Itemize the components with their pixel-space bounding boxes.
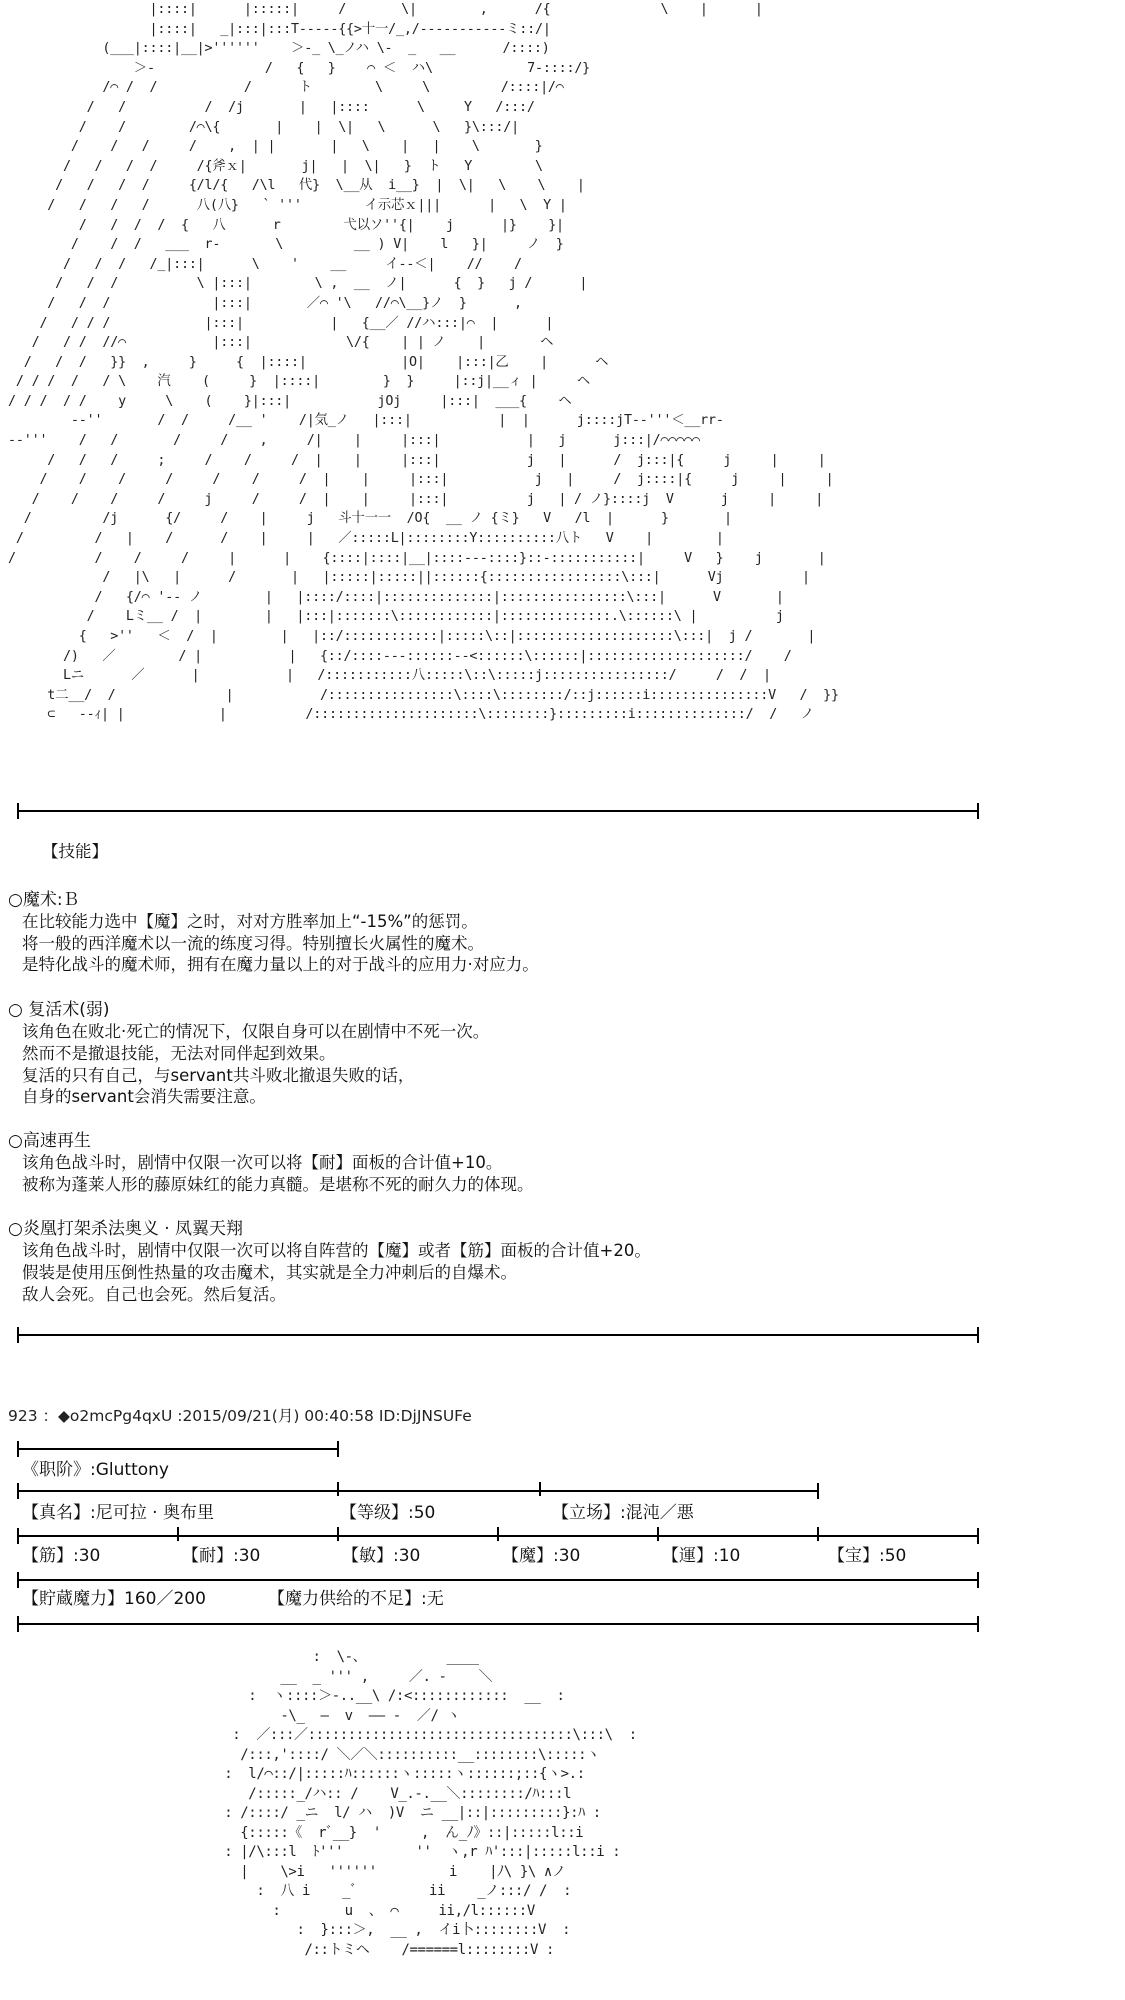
servant-alignment: 【立场】:混沌／悪 [552, 1503, 694, 1523]
skill-line: 将一般的西洋魔术以一流的练度习得。特别擅长火属性的魔术。 [22, 934, 484, 953]
post-header: 923 ：◆o2mcPg4qxU :2015/09/21(月) 00:40:58 ID:DjJNSUFe [8, 1407, 472, 1425]
skill-line: 该角色战斗时，剧情中仅限一次可以将自阵营的【魔】或者【筋】面板的合计值+20。 [22, 1241, 651, 1260]
divider-tick [337, 1482, 339, 1496]
skill-line: 复活的只有自己，与servant共斗败北撤退失败的话， [22, 1066, 415, 1085]
skill-title-regeneration: ○高速再生 [8, 1131, 91, 1151]
skill-line: 是特化战斗的魔术师，拥有在魔力量以上的对于战斗的应用力·对应力。 [22, 955, 539, 974]
divider-tick [497, 1527, 499, 1541]
param-endurance: 【耐】:30 [182, 1546, 261, 1566]
skill-line: 然而不是撤退技能，无法对同伴起到效果。 [22, 1044, 336, 1063]
skill-title-resurrection: ○ 复活术(弱) [8, 1000, 110, 1020]
divider-class [17, 1448, 339, 1450]
skill-line: 在比较能力选中【魔】之时，对对方胜率加上“-15%”的惩罚。 [22, 912, 478, 931]
skill-title-magecraft: ○魔术:Ｂ [8, 890, 80, 910]
skill-title-phoenix: ○炎凰打架杀法奥义 · 凤翼天翔 [8, 1219, 244, 1239]
servant-true-name: 【真名】:尼可拉 · 奥布里 [22, 1503, 214, 1523]
divider-name [17, 1490, 819, 1492]
ascii-art-character-bottom: : \-、 ____ __ _ ''' , ／. - ＼ : ヽ::::＞-..__\ /:<:::::::::::: __ : -\_ ― v ―― - ／/ ヽ : ／:::／:::::::::::::::::::::::::::::::::\:::\ : /:::,'::::/ ＼／＼::::::::::__::::::::\:::::ヽ : l/⌒::/|:::::ﾊ::::::ヽ:::::ヽ::::::;::{ヽ>.: /:::::_/ハ:: / V_.-.__＼::::::::/ﾊ:::l : /::::/ _ニ l/ ハ )V ニ __|::|:::::::::}:ﾊ : {:::::《 rﾞ__} ' , ん_ﾉ》::|:::::l::i : |/\:::l ﾄ''' '' ヽ,r ﾊ':::|:::::l::i : | \>i '''''' i |ﾉ\ }\ ∧ノ : 八 i _ﾞ ii _ノ:::/ / : : u 、 ⌒ ii,/l::::::V : }:::＞, __ , イi卜::::::::V : /::トミヘ /======l::::::::V : [224, 1649, 637, 1958]
divider-top [17, 810, 979, 812]
skill-line: 被称为蓬莱人形的藤原妹红的能力真髓。是堪称不死的耐久力的体现。 [22, 1175, 534, 1194]
divider-tick [539, 1482, 541, 1496]
mana-reserve: 【貯蔵魔力】160／200 [22, 1589, 206, 1609]
skill-line: 该角色在败北·死亡的情况下，仅限自身可以在剧情中不死一次。 [22, 1022, 490, 1041]
skills-header: 【技能】 [42, 842, 108, 861]
skill-line: 自身的servant会消失需要注意。 [22, 1087, 266, 1106]
divider-tick [177, 1527, 179, 1541]
divider-status-end [17, 1623, 979, 1625]
ascii-art-character-top: |::::| |:::::| / \| , /{ \ | | |::::| _|:::|:::T-----{{>十一/_,/-----------ミ::/| (___|::::|__|>'''''' ＞-_ \_ノハ \- _ __ /::::) ＞- / { } ⌒ ＜ ハ\ 7-::::/} /⌒ / / / ト \ \ /::::|/⌒ / / / /j | |:::: \ Y /:::/ / / /⌒\{ | | \| \ \ }\:::/| / / / / , | | | \ | | \ } / / / / /{斧ｘ| j| | \| } ト Y \ / / / / {/l/{ /\l 代} \__从 i__} | \| \ \ | / / / / 八(八} ` ''' イ示芯ｘ||| | \ Y | / / / / { 八 r 弋以ソ''{| j |} }| / / / ___ r- \ __ ) V| l }| ノ } / / / /_|:::| \ ' __ イ--＜| // / / / / \ |:::| \ , __ ノ| { } j / | / / / |:::| ／⌒ '\ //⌒\__}ノ } , / / / / |:::| | {__／ //ハ:::|⌒ | | / / / //⌒ |:::| \/{ | | ノ | ヘ / / / }} , } { |::::| |O| |:::|乙 | ヘ / / / / / \ 汽 ( } |::::| } } |::j|__ィ | ヘ / / / / / y \ ( }|:::| jOj |:::| ___{ ヘ --'' / / /__ ' /|気_ノ |:::| | | j::::jT--'''＜__rr- --''' / / / / , /| | |:::| | j j:::|/⌒⌒⌒⌒⌒ / / / ; / / / | | |:::| j | / j:::|{ j | | / / / / / / / | | |:::| j | / j::::|{ j | | / / / / j / / | | |:::| j | / ノ}::::j V j | | / /j {/ / | j 斗十一一 /O{ __ ノ {ミ} V /l | } | / / | / / | | ／:::::L|::::::::Y::::::::::八ト V | | / / / / | | {::::|::::|__|::::---::::}::-:::::::::::| V } j | / |\ | / | |:::::|:::::||::::::{:::::::::::::::::\:::| Vj | / {/⌒ '-- ノ | |::::/::::|::::::::::::::|::::::::::::::::\:::| V | / Lミ__ / | | |:::|:::::::\::::::::::::|::::::::::::::.\::::::\ | j { >'' ＜ / | | |::/::::::::::::|:::::\::|::::::::::::::::::::\:::| j / | /) ／ / | | {::/::::---::::::--<::::::\::::::|::::::::::::::::::::/ / Lニ ／ | | /:::::::::::八:::::\::\:::::j::::::::::::::::/ / / | t二__/ / | /::::::::::::::::\::::\::::::::/::j::::::i:::::::::::::::V / }} ⊂ --ｨ| | | /:::::::::::::::::::::\::::::::}:::::::::i::::::::::::::/ / ノ [8, 2, 839, 723]
divider-tick [657, 1527, 659, 1541]
skill-line: 敌人会死。自己也会死。然后复活。 [22, 1285, 286, 1304]
param-agility: 【敏】:30 [342, 1546, 421, 1566]
divider-skills-end [17, 1334, 979, 1336]
divider-tick [817, 1527, 819, 1541]
mana-shortage: 【魔力供给的不足】:无 [268, 1589, 444, 1609]
servant-level: 【等级】:50 [340, 1503, 436, 1523]
skill-line: 该角色战斗时，剧情中仅限一次可以将【耐】面板的合计值+10。 [22, 1153, 503, 1172]
skill-line: 假装是使用压倒性热量的攻击魔术，其实就是全力冲刺后的自爆术。 [22, 1263, 517, 1282]
servant-class: 《职阶》:Gluttony [22, 1460, 169, 1480]
param-luck: 【運】:10 [662, 1546, 741, 1566]
param-noble-phantasm: 【宝】:50 [828, 1546, 907, 1566]
divider-mana [17, 1579, 979, 1581]
param-strength: 【筋】:30 [22, 1546, 101, 1566]
param-magic: 【魔】:30 [502, 1546, 581, 1566]
divider-tick [337, 1527, 339, 1541]
